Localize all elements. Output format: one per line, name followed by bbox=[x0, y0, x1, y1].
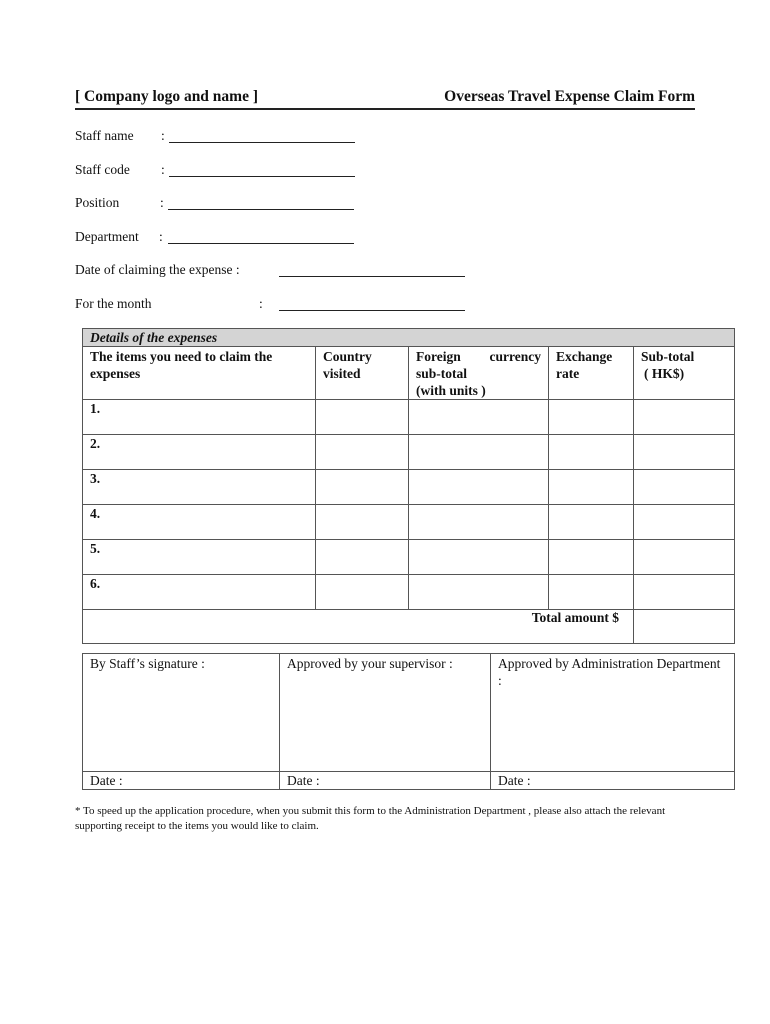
position-colon: : bbox=[160, 195, 164, 210]
item-number: 6. bbox=[83, 575, 316, 610]
staff-code-label: Staff code bbox=[75, 162, 130, 177]
country-cell[interactable] bbox=[316, 505, 409, 540]
staff-name-colon: : bbox=[161, 128, 165, 143]
date-of-claim-input[interactable] bbox=[279, 276, 465, 277]
department-label: Department bbox=[75, 229, 139, 244]
total-row bbox=[83, 610, 735, 644]
footnote: * To speed up the application procedure, when you submit this form to the Administration Department , please also attach the relevant supporting receipt to the items you would like to claim. bbox=[75, 805, 666, 832]
country-cell[interactable] bbox=[316, 575, 409, 610]
staff-signature-label: By Staff’s signature : bbox=[90, 656, 205, 671]
table-row bbox=[83, 470, 735, 505]
table-row bbox=[83, 505, 735, 540]
staff-name-label: Staff name bbox=[75, 128, 134, 143]
admin-approval-box[interactable] bbox=[491, 654, 735, 772]
for-month-label: For the month bbox=[75, 296, 152, 311]
department-colon: : bbox=[159, 229, 163, 244]
col-header-foreign-currency bbox=[409, 347, 549, 400]
staff-code-colon: : bbox=[161, 162, 165, 177]
col-header-country: Country visited bbox=[316, 347, 409, 400]
for-month-input[interactable] bbox=[279, 310, 465, 311]
item-number: 5. bbox=[83, 540, 316, 575]
admin-date-cell[interactable] bbox=[491, 772, 735, 790]
item-number: 1. bbox=[83, 400, 316, 435]
country-cell[interactable] bbox=[316, 470, 409, 505]
expenses-column-headers bbox=[83, 347, 735, 400]
subtotal-cell[interactable] bbox=[634, 505, 735, 540]
col-header-exchange-rate: Exchange rate bbox=[549, 347, 634, 400]
table-row bbox=[83, 540, 735, 575]
total-amount-cell[interactable] bbox=[634, 610, 735, 644]
exchange-rate-cell[interactable] bbox=[549, 400, 634, 435]
admin-date-label: Date : bbox=[498, 773, 531, 788]
subtotal-cell[interactable] bbox=[634, 470, 735, 505]
country-cell[interactable] bbox=[316, 435, 409, 470]
country-cell[interactable] bbox=[316, 540, 409, 575]
supervisor-date-label: Date : bbox=[287, 773, 320, 788]
supervisor-approval-box[interactable] bbox=[280, 654, 491, 772]
subtotal-header-line-2: ( HK$) bbox=[644, 366, 685, 381]
supervisor-approval-label: Approved by your supervisor : bbox=[287, 656, 453, 671]
subtotal-header-line-1: Sub-total bbox=[641, 349, 695, 364]
item-number: 3. bbox=[83, 470, 316, 505]
company-logo-placeholder: [ Company logo and name ] bbox=[75, 88, 259, 105]
foreign-header-line-3: (with units ) bbox=[416, 383, 486, 398]
foreign-currency-cell[interactable] bbox=[409, 435, 549, 470]
expenses-table bbox=[82, 328, 735, 644]
position-input[interactable] bbox=[168, 209, 354, 210]
foreign-currency-cell[interactable] bbox=[409, 400, 549, 435]
staff-date-cell[interactable] bbox=[83, 772, 280, 790]
subtotal-cell[interactable] bbox=[634, 575, 735, 610]
col-header-items: The items you need to claim the expenses bbox=[83, 347, 316, 400]
item-number: 2. bbox=[83, 435, 316, 470]
staff-date-label: Date : bbox=[90, 773, 123, 788]
signature-row bbox=[83, 654, 735, 772]
table-row bbox=[83, 575, 735, 610]
expenses-section-title: Details of the expenses bbox=[83, 329, 735, 347]
form-header bbox=[75, 88, 695, 110]
supervisor-date-cell[interactable] bbox=[280, 772, 491, 790]
department-input[interactable] bbox=[168, 243, 354, 244]
exchange-rate-cell[interactable] bbox=[549, 540, 634, 575]
table-row bbox=[83, 400, 735, 435]
staff-code-input[interactable] bbox=[169, 176, 355, 177]
country-cell[interactable] bbox=[316, 400, 409, 435]
subtotal-cell[interactable] bbox=[634, 540, 735, 575]
foreign-currency-cell[interactable] bbox=[409, 470, 549, 505]
admin-approval-label: Approved by Administration Department : bbox=[498, 656, 721, 688]
foreign-header-line-2: sub-total bbox=[416, 366, 468, 381]
signature-date-row bbox=[83, 772, 735, 790]
exchange-rate-cell[interactable] bbox=[549, 435, 634, 470]
for-month-colon: : bbox=[259, 296, 263, 311]
exchange-rate-cell[interactable] bbox=[549, 470, 634, 505]
foreign-currency-cell[interactable] bbox=[409, 575, 549, 610]
date-of-claim-label: Date of claiming the expense : bbox=[75, 262, 240, 277]
staff-name-input[interactable] bbox=[169, 142, 355, 143]
exchange-rate-cell[interactable] bbox=[549, 575, 634, 610]
form-title: Overseas Travel Expense Claim Form bbox=[444, 88, 695, 105]
foreign-currency-cell[interactable] bbox=[409, 540, 549, 575]
expenses-section-header bbox=[83, 329, 735, 347]
total-amount-label: Total amount $ bbox=[83, 610, 634, 644]
staff-signature-box[interactable] bbox=[83, 654, 280, 772]
foreign-header-word-2: currency bbox=[489, 349, 541, 364]
item-number: 4. bbox=[83, 505, 316, 540]
foreign-currency-cell[interactable] bbox=[409, 505, 549, 540]
table-row bbox=[83, 435, 735, 470]
signature-table bbox=[82, 653, 735, 790]
exchange-rate-cell[interactable] bbox=[549, 505, 634, 540]
subtotal-cell[interactable] bbox=[634, 400, 735, 435]
foreign-header-word-1: Foreign bbox=[416, 349, 461, 364]
subtotal-cell[interactable] bbox=[634, 435, 735, 470]
position-label: Position bbox=[75, 195, 120, 210]
col-header-subtotal bbox=[634, 347, 735, 400]
